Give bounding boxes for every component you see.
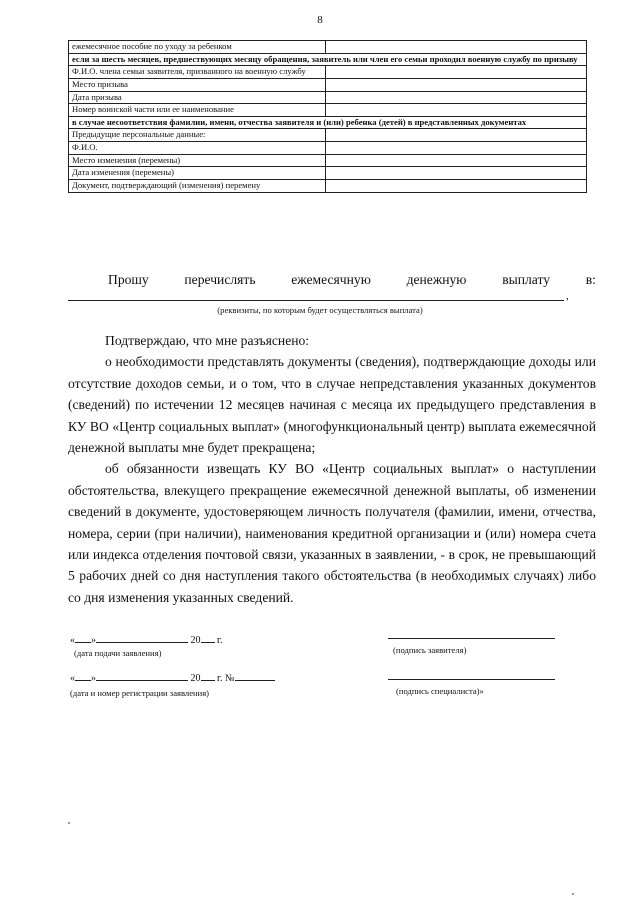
applicant-signature-line[interactable] — [388, 638, 555, 639]
table-row — [69, 78, 587, 91]
month-blank[interactable] — [96, 633, 188, 643]
year-prefix: 20 — [190, 635, 201, 646]
quote-close: » — [91, 635, 96, 646]
specialist-signature-caption: (подпись специалиста)» — [396, 686, 484, 696]
row-value-cell[interactable] — [326, 91, 587, 104]
requisites-field-line[interactable] — [68, 300, 564, 301]
row-value-cell[interactable] — [326, 179, 587, 192]
request-word: выплату — [502, 272, 551, 287]
request-word: денежную — [406, 272, 467, 287]
row-label-cell: Ф.И.О. члена семьи заявителя, призванного на военную службу — [69, 66, 326, 79]
row-value-cell[interactable] — [326, 154, 587, 167]
row-label-cell: Документ, подтверждающий (изменения) перемену — [69, 179, 326, 192]
table-row — [69, 129, 587, 142]
requisites-caption: (реквизиты, по которым будет осуществляться выплата) — [217, 305, 423, 315]
table-row — [69, 179, 587, 192]
request-word: ежемесячную — [291, 272, 371, 287]
details-table-body — [69, 41, 587, 193]
quote-open: « — [70, 635, 75, 646]
quote-close: » — [91, 673, 96, 684]
specialist-signature-line[interactable] — [388, 679, 555, 680]
confirmation-paragraph: о необходимости представлять документы (сведения), подтверждающие доходы или отсутствие доходов семьи, и о том, что в случае непредставления указанных документов (сведений) по истечении 12 месяцев начиная с месяца их предыдущего представления в КУ ВО «Центр социальных выплат» (многофункциональный центр) выплата ежемесячной денежной выплаты мне будет прекращена; — [68, 354, 596, 456]
requisites-comma: , — [566, 290, 569, 302]
registration-date-field[interactable] — [70, 671, 275, 684]
row-value-cell[interactable] — [326, 129, 587, 142]
applicant-signature-caption: (подпись заявителя) — [393, 645, 467, 655]
row-value-cell[interactable] — [326, 104, 587, 117]
year-prefix: 20 — [190, 673, 201, 684]
page-number: 8 — [317, 14, 323, 26]
table-row — [69, 104, 587, 117]
section-header-cell: в случае несоответствия фамилии, имени, отчества заявителя и (или) ребенка (детей) в представленных документах — [69, 116, 587, 129]
row-label-cell: Предыдущие персональные данные: — [69, 129, 326, 142]
row-label-cell: Дата призыва — [69, 91, 326, 104]
table-section-header — [69, 116, 587, 129]
day-blank[interactable] — [75, 633, 91, 643]
row-value-cell[interactable] — [326, 167, 587, 180]
confirmation-paragraph: Подтверждаю, что мне разъяснено: — [105, 333, 310, 348]
details-table — [68, 40, 587, 193]
row-label-cell: Дата изменения (перемены) — [69, 167, 326, 180]
row-value-cell[interactable] — [326, 78, 587, 91]
request-word: Прошу — [108, 272, 149, 287]
row-value-cell[interactable] — [326, 142, 587, 155]
month-blank[interactable] — [96, 671, 188, 681]
submission-date-field[interactable] — [70, 633, 222, 646]
scan-speck — [572, 893, 574, 895]
table-row — [69, 154, 587, 167]
table-section-header — [69, 53, 587, 66]
table-row — [69, 142, 587, 155]
row-label-cell: ежемесячное пособие по уходу за ребенком — [69, 41, 326, 54]
registration-caption: (дата и номер регистрации заявления) — [70, 688, 210, 698]
row-label-cell: Место призыва — [69, 78, 326, 91]
confirmation-text — [68, 330, 596, 608]
row-label-cell: Ф.И.О. — [69, 142, 326, 155]
year-blank[interactable] — [201, 633, 215, 643]
registration-number-blank[interactable] — [235, 671, 275, 681]
request-line — [68, 272, 596, 288]
confirmation-paragraph: об обязанности извещать КУ ВО «Центр социальных выплат» о наступлении обстоятельства, влекущего прекращение ежемесячной денежной выплаты, об изменении сведений в документе, удостоверяющем личность получателя (фамилии, имени, отчества, номера, серии (при наличии), наименования кредитной организации и (или) номера счета или индекса отделения почтовой связи, указанных в заявлении, - в срок, не превышающий 5 рабочих дней со дня наступления такого обстоятельства (в необходимых случаях) либо со дня изменения указанных сведений. — [68, 461, 596, 605]
table-row — [69, 167, 587, 180]
table-row — [69, 91, 587, 104]
row-value-cell[interactable] — [326, 41, 587, 54]
section-header-cell: если за шесть месяцев, предшествующих месяцу обращения, заявитель или член его семьи проходил военную службу по призыву — [69, 53, 587, 66]
row-value-cell[interactable] — [326, 66, 587, 79]
submission-date-caption: (дата подачи заявления) — [74, 648, 162, 658]
row-label-cell: Номер воинской части или ее наименование — [69, 104, 326, 117]
quote-open: « — [70, 673, 75, 684]
request-word: перечислять — [184, 272, 256, 287]
table-row — [69, 41, 587, 54]
day-blank[interactable] — [75, 671, 91, 681]
request-word: в: — [585, 272, 596, 287]
number-label: г. № — [217, 673, 235, 684]
scan-speck — [68, 822, 70, 824]
table-row — [69, 66, 587, 79]
row-label-cell: Место изменения (перемены) — [69, 154, 326, 167]
year-suffix: г. — [217, 635, 223, 646]
year-blank[interactable] — [201, 671, 215, 681]
